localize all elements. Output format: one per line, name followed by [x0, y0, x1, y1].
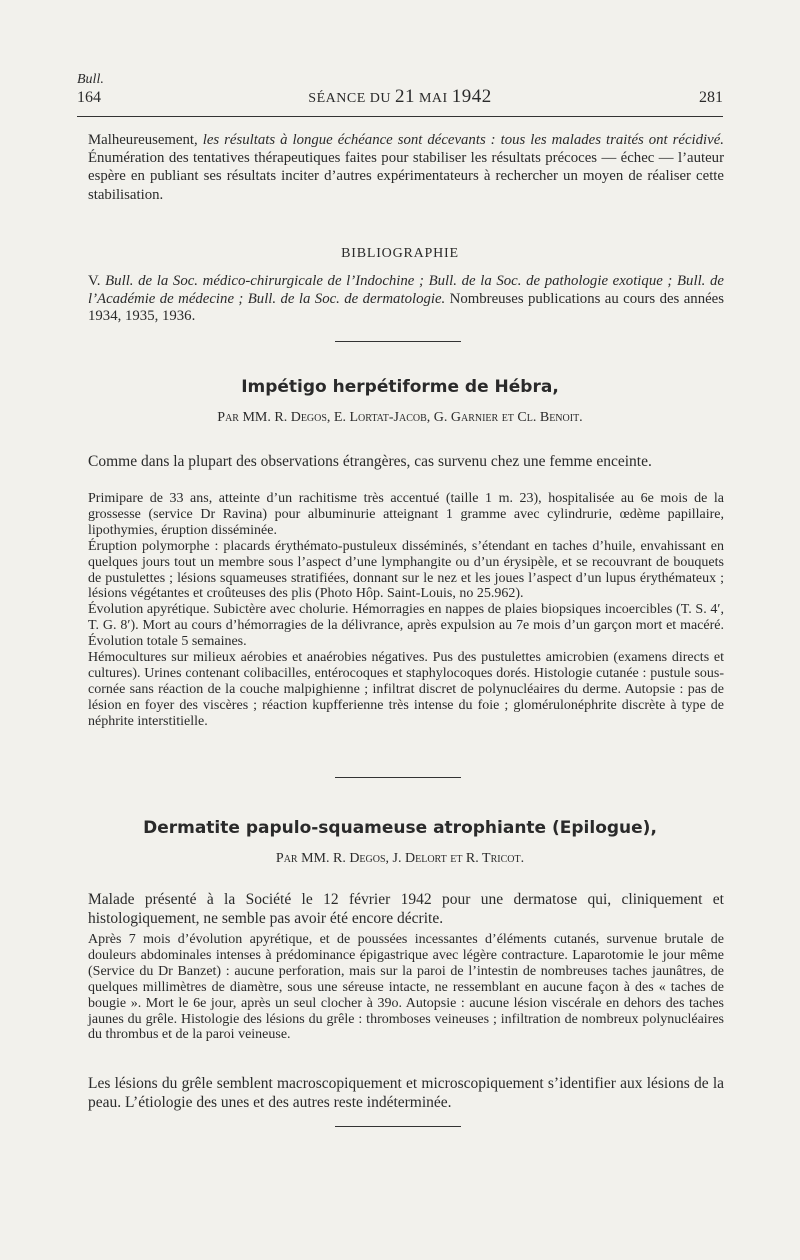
section-divider — [335, 341, 461, 342]
session-year: 1942 — [451, 86, 492, 107]
bibliography-heading: BIBLIOGRAPHIE — [341, 246, 459, 261]
case-paragraph: Hémocultures sur milieux aérobies et anaérobies négatives. Pus des pustulettes amicrobien (examens directs et cultures). Urines contenant colibacilles, entérocoques et staphylocoques dorés. Histologie cutanée : pustule sous-cornée sans réaction de la couche malpighienne ; infiltrat discret de polynucléaires du derme. Autopsie : pas de lésion en foyer des viscères ; réaction kupfferienne très intense du foie ; glomérulonéphrite discrète à type de néphrite interstitielle. — [88, 650, 724, 729]
case-paragraph: Après 7 mois d’évolution apyrétique, et de poussées incessantes d’éléments cutanés, survenue brutale de douleurs abdominales intenses à prédominance épigastrique avec légère contracture. Laparotomie le jour même (Service du Dr Banzet) : aucune perforation, mais sur la paroi de l’intestin de nombreuses taches jaunâtres, de quelques millimètres de diamètre, sous une séreuse intacte, ne ressemblant en aucune façon à des « taches de bougie ». Mort le 6e jour, après un seul clocher à 39o. Autopsie : aucune lésion viscérale en dehors des taches jaunes du grêle. Histologie des lésions du grêle : thromboses veineuses ; infiltration de nombreux polynucléaires du thrombus et de la paroi veineuse. — [88, 932, 724, 1043]
article-intro: Comme dans la plupart des observations étrangères, cas survenu chez une femme enceinte. — [88, 453, 652, 470]
article-title: Impétigo herpétiforme de Hébra, — [241, 377, 559, 397]
case-paragraph: Évolution apyrétique. Subictère avec cholurie. Hémorragies en nappes de plaies biopsiques incoercibles (T. S. 4′, T. G. 8′). Mort au cours d’hémorragies de la délivrance, après expulsion au 7e mois d’un garçon mort et macéré. Évolution totale 5 semaines. — [88, 602, 724, 650]
session-month: MAI — [418, 91, 448, 106]
bibliography-entry — [88, 273, 724, 326]
article-conclusion: Les lésions du grêle semblent macroscopiquement et microscopiquement s’identifier aux lésions de la peau. L’étiologie des unes et des autres reste indéterminée. — [88, 1075, 724, 1111]
article-title: Dermatite papulo-squameuse atrophiante (Epilogue), — [143, 818, 657, 838]
closing-paragraph — [88, 131, 724, 204]
page-number-left: 164 — [77, 89, 101, 106]
session-title — [308, 86, 491, 108]
case-paragraph: Primipare de 33 ans, atteinte d’un rachitisme très accentué (taille 1 m. 23), hospitalisée au 6e mois de la grossesse (service Dr Ravina) pour albuminurie atteignant 1 gramme avec cylindrurie, œdème papillaire, lipothymies, éruption disséminée. — [88, 491, 724, 538]
bibliography-rest: Nombreuses publications au cours des années 1934, 1935, 1936. — [88, 290, 724, 324]
article-intro: Malade présenté à la Société le 12 février 1942 pour une dermatose qui, cliniquement et histologiquement, ne semble pas avoir été encore décrite. — [88, 891, 724, 927]
section-divider — [335, 1126, 461, 1127]
article-authors: Par MM. R. Degos, J. Delort et R. Tricot. — [275, 851, 525, 866]
closing-italic: les résultats à longue échéance sont décevants : tous les malades traités ont récidivé. — [202, 132, 724, 148]
article-authors: Par MM. R. Degos, E. Lortat-Jacob, G. Garnier et Cl. Benoit. — [217, 410, 583, 425]
bibliography-journals: Bull. de la Soc. médico-chirurgicale de l’Indochine ; Bull. de la Soc. de pathologie exotique ; Bull. de l’Académie de médecine ; Bull. de la Soc. de dermatologie. — [88, 273, 724, 307]
closing-rest: Énumération des tentatives thérapeutiques faites pour stabiliser les résultats précoces — échec — l’auteur espère en publiant ses résultats inciter d’autres expérimentateurs à rechercher un moyen de réaliser cette stabilisation. — [88, 150, 724, 203]
case-paragraph: Éruption polymorphe : placards érythémato-pustuleux disséminés, s’étendant en taches d’huile, envahissant en quelques jours tout un membre sous l’aspect d’une lymphangite ou d’un érysipèle, et se recouvrant de bouquets de pustulettes ; lésions squameuses stratifiées, donnant sur le nez et les joues l’aspect d’un lupus érythémateux ; lésions végétantes et croûteuses des plis (Photo Hôp. Saint-Louis, no 25.962). — [88, 538, 724, 602]
journal-label: Bull. — [77, 72, 104, 87]
session-day: 21 — [394, 86, 415, 107]
section-divider — [335, 777, 461, 778]
bibliography-lead: V. — [88, 273, 101, 289]
closing-lead: Malheureusement, — [88, 132, 198, 148]
case-report — [88, 491, 724, 730]
session-prefix: SÉANCE DU — [308, 91, 391, 106]
header-rule — [77, 116, 723, 117]
page-number-right: 281 — [699, 89, 723, 106]
running-header — [77, 86, 723, 110]
